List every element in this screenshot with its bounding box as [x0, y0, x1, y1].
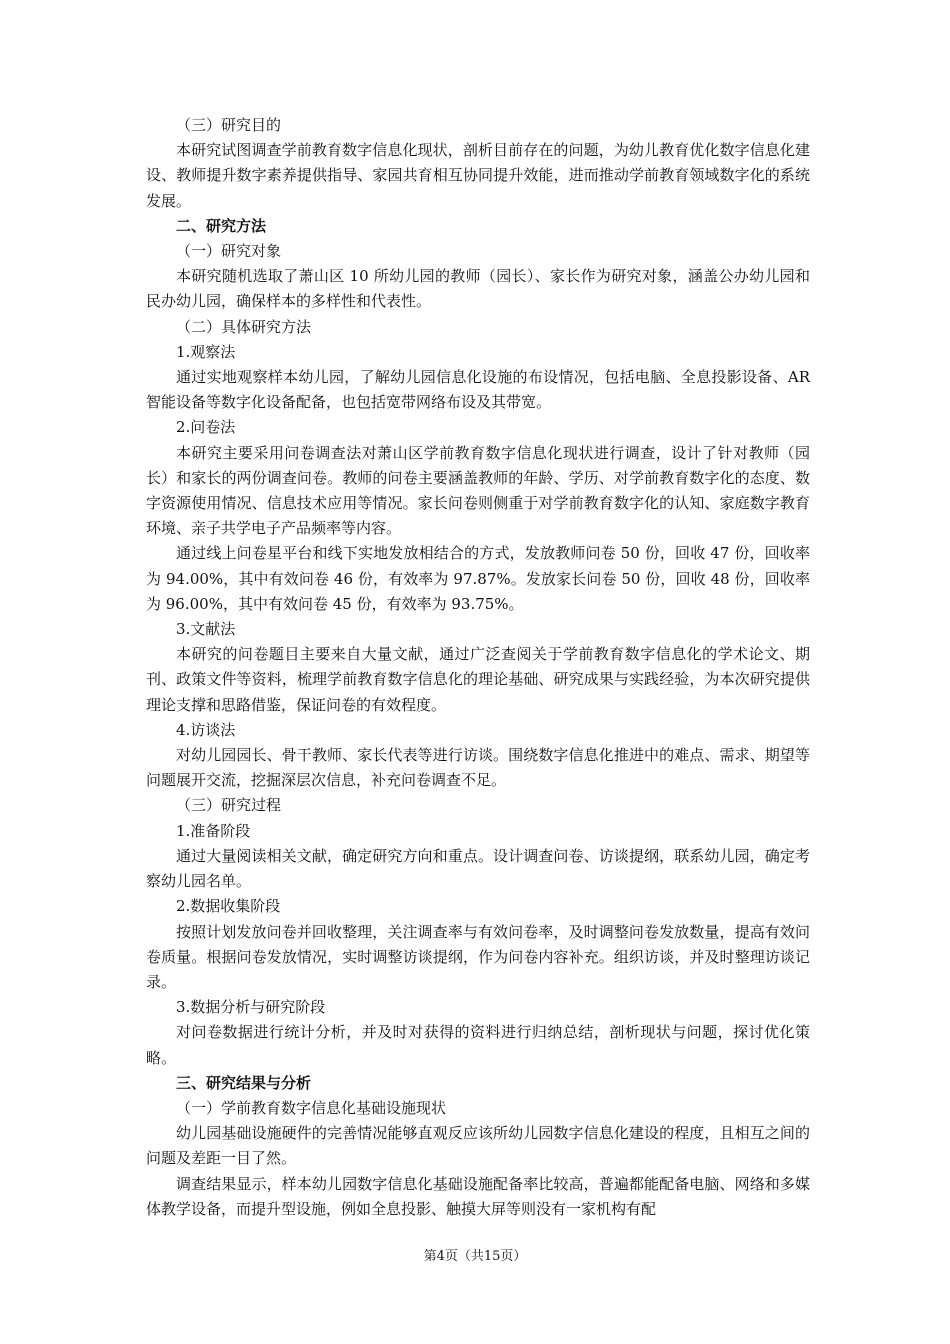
paragraph: 通过大量阅读相关文献，确定研究方向和重点。设计调查问卷、访谈提纲，联系幼儿园，确定考察幼儿园名单。 [146, 846, 810, 891]
document-body [146, 113, 810, 1222]
page-number-label: 第4页（共15页） [423, 1249, 527, 1264]
paragraph: 通过实地观察样本幼儿园，了解幼儿园信息化设施的布设情况，包括电脑、全息投影设备、AR 智能设备等数字化设备配备，也包括宽带网络布设及其带宽。 [146, 368, 810, 412]
paragraph: 对幼儿园园长、骨干教师、家长代表等进行访谈。围绕数字信息化推进中的难点、需求、期望等问题展开交流，挖掘深层次信息，补充问卷调查不足。 [146, 746, 810, 790]
subheading-literature: 3.文献法 [176, 620, 236, 639]
paragraph: 本研究随机选取了萧山区 10 所幼儿园的教师（园长）、家长作为研究对象，涵盖公办幼儿园和民办幼儿园，确保样本的多样性和代表性。 [146, 267, 810, 311]
section-heading-research-purpose: （三）研究目的 [176, 116, 282, 134]
paragraph: 对问卷数据进行统计分析，并及时对获得的资料进行归纳总结，剖析现状与问题，探讨优化策略。 [146, 1023, 810, 1067]
subheading-data-collection: 2.数据收集阶段 [176, 897, 281, 916]
paragraph: 本研究主要采用问卷调查法对萧山区学前教育数字信息化现状进行调查，设计了针对教师（园长）和家长的两份调查问卷。教师的问卷主要涵盖教师的年龄、学历、对学前教育数字化的态度、数字资源使用情况、信息技术应用等情况。家长问卷则侧重于对学前教育数字化的认知、家庭数字教育环境、亲子共学电子产品频率等内容。 [146, 443, 810, 538]
paragraph: 通过线上问卷星平台和线下实地发放相结合的方式，发放教师问卷 50 份，回收 47 份，回收率为 94.00%，其中有效问卷 46 份，有效率为 97.87%。发放家长问卷 50 份，回收 48 份，回收率为 96.00%，其中有效问卷 45 份，有效率为 93.75%。 [146, 544, 810, 613]
section-heading-infrastructure: （一）学前教育数字信息化基础设施现状 [176, 1098, 447, 1117]
chapter-heading-results: 三、研究结果与分析 [176, 1073, 312, 1092]
subheading-preparation: 1.准备阶段 [176, 821, 251, 840]
paragraph: 本研究的问卷题目主要来自大量文献，通过广泛查阅关于学前教育数字信息化的学术论文、期刊、政策文件等资料，梳理学前教育数字信息化的理论基础、研究成果与实践经验，为本次研究提供理论支撑和思路借鉴，保证问卷的有效程度。 [146, 645, 810, 714]
subheading-data-analysis: 3.数据分析与研究阶段 [176, 998, 326, 1017]
subheading-observation: 1.观察法 [176, 342, 236, 361]
section-heading-research-subjects: （一）研究对象 [176, 242, 282, 261]
subheading-questionnaire: 2.问卷法 [176, 418, 236, 437]
paragraph: 本研究试图调查学前教育数字信息化现状，剖析目前存在的问题，为幼儿教育优化数字信息化建设、教师提升数字素养提供指导、家园共育相互协同提升效能，进而推动学前教育领域数字化的系统发展。 [146, 141, 810, 210]
chapter-heading-research-methods: 二、研究方法 [176, 216, 267, 235]
paragraph: 幼儿园基础设施硬件的完善情况能够直观反应该所幼儿园数字信息化建设的程度，且相互之间的问题及差距一目了然。 [146, 1124, 810, 1168]
subheading-interview: 4.访谈法 [176, 720, 236, 739]
page-footer [0, 1245, 950, 1264]
section-heading-research-process: （三）研究过程 [176, 796, 282, 815]
section-heading-specific-methods: （二）具体研究方法 [176, 317, 312, 336]
paragraph: 按照计划发放问卷并回收整理，关注调查率与有效问卷率，及时调整问卷发放数量，提高有效问卷质量。根据问卷发放情况，实时调整访谈提纲，作为问卷内容补充。组织访谈，并及时整理访谈记录。 [146, 922, 810, 991]
paragraph: 调查结果显示，样本幼儿园数字信息化基础设施配备率比较高，普遍都能配备电脑、网络和多媒体教学设备，而提升型设施，例如全息投影、触摸大屏等则没有一家机构有配 [146, 1174, 810, 1218]
